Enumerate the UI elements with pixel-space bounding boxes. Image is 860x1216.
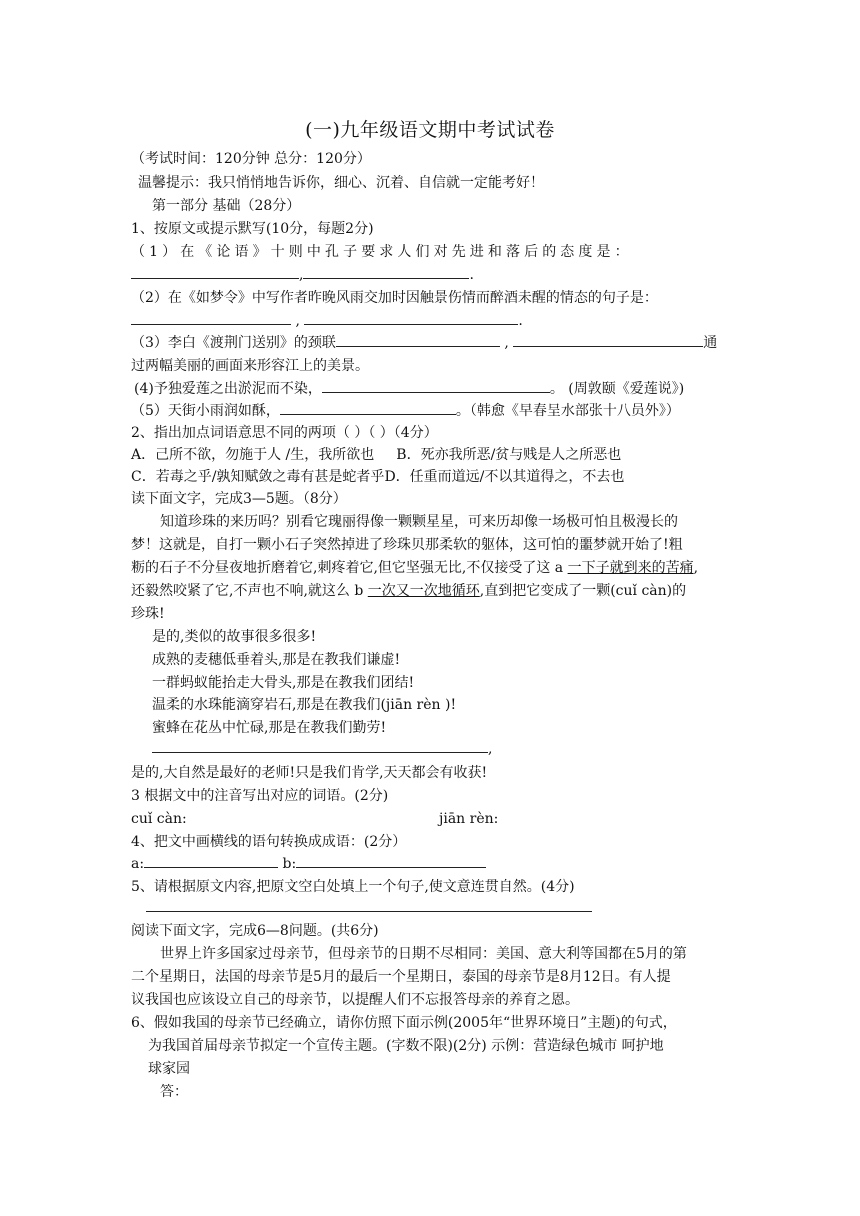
q2-options-cd xyxy=(131,466,731,488)
page-title: (一)九年级语文期中考试试卷 xyxy=(305,119,555,141)
answer-blank[interactable] xyxy=(304,310,518,325)
exam-info: （考试时间：120分钟 总分：120分） xyxy=(131,151,371,167)
q4-answers: a: b: xyxy=(131,853,731,875)
q1-item-3: （3）李白《渡荆门送别》的颈联 , 通 xyxy=(131,332,731,354)
answer-blank[interactable] xyxy=(322,378,550,393)
q3-heading: 3 根据文中的注音写出对应的词语。(2分) xyxy=(131,788,389,804)
q1-item-3-cont: 过两幅美丽的画面来形容江上的美景。 xyxy=(131,358,369,374)
q2-options-ab xyxy=(131,444,731,466)
q3-pinyin-b: jiān rèn: xyxy=(439,811,499,827)
part-one-heading: 第一部分 基础（28分） xyxy=(152,198,301,214)
tip-line: 温馨提示：我只悄悄地告诉你，细心、沉着、自信就一定能考好！ xyxy=(138,175,544,191)
underlined-phrase-b: 一次又一次地循环 xyxy=(367,583,480,599)
q2-option-b: B．死亦我所恶/贫与贱是人之所恶也 xyxy=(396,447,622,463)
answer-blank[interactable] xyxy=(336,332,500,347)
answer-blank[interactable] xyxy=(152,738,488,753)
passage2-line: 议我国也应该设立自己的母亲节，以提醒人们不忘报答母亲的养育之恩。 xyxy=(131,992,579,1008)
answer-blank[interactable] xyxy=(303,264,469,279)
q2-option-a: A．己所不欲，勿施于人 /生，我所欲也 xyxy=(131,447,375,463)
q5-heading: 5、请根据原文内容,把原文空白处填上一个句子,使文意连贯自然。(4分) xyxy=(131,879,575,895)
q4-heading: 4、把文中画横线的语句转换成成语：(2分） xyxy=(131,834,407,850)
passage2-line: 二个星期日，法国的母亲节是5月的最后一个星期日，泰国的母亲节是8月12日。有人提 xyxy=(131,969,671,985)
answer-blank[interactable] xyxy=(296,853,486,868)
q6-line: 为我国首届母亲节拟定一个宣传主题。(字数不限)(2分) 示例：营造绿色城市 呵护地 xyxy=(148,1038,664,1054)
q1-heading: 1、按原文或提示默写(10分，每题2分) xyxy=(131,221,374,237)
passage1-line: 是的,类似的故事很多很多! xyxy=(152,629,317,645)
underlined-phrase-a: 一下子就到来的苦痛 xyxy=(567,560,694,576)
q2-option-c: C．若毒之乎/孰知赋敛之毒有甚是蛇者乎 xyxy=(131,469,385,485)
q3-pinyin-a: cuǐ càn: xyxy=(131,811,187,827)
passage1-line: 成熟的麦穗低垂着头,那是在教我们谦虚! xyxy=(152,652,401,668)
passage2-line: 世界上许多国家过母亲节，但母亲节的日期不尽相同：美国、意大利等国都在5月的第 xyxy=(160,946,687,962)
q6-line: 6、假如我国的母亲节已经确立，请你仿照下面示例(2005年“世界环境日”主题)的句式， xyxy=(131,1015,677,1031)
answer-blank[interactable] xyxy=(146,897,592,912)
q2-option-d: D．任重而道远/不以其道得之，不去也 xyxy=(384,469,625,485)
answer-blank[interactable] xyxy=(513,332,703,347)
passage1-line: 是的,大自然是最好的老师!只是我们肯学,天天都会有收获! xyxy=(131,765,488,781)
answer-blank[interactable] xyxy=(131,310,291,325)
q5-answer-line xyxy=(146,897,746,919)
passage1-line: 一群蚂蚁能抬走大骨头,那是在教我们团结! xyxy=(152,675,415,691)
q6-answer-label: 答： xyxy=(160,1084,188,1100)
passage1-line: 珍珠! xyxy=(131,606,165,622)
passage1-line: 知道珍珠的来历吗？别看它瑰丽得像一颗颗星星，可来历却像一场极可怕且极漫长的 xyxy=(160,514,678,530)
passage1-line: 梦！这就是，自打一颗小石子突然掉进了珍珠贝那柔软的躯体，这可怕的噩梦就开始了!粗 xyxy=(131,537,683,553)
q1-item-5: （5）天街小雨润如酥， 。（韩愈《早春呈水部张十八员外》） xyxy=(131,400,731,422)
q2-heading: 2、指出加点词语意思不同的两项（ ）（ ）（4分） xyxy=(131,425,438,441)
passage1-line: 还毅然咬紧了它,不声也不响,就这么 b 一次又一次地循环,直到把它变成了一颗(cuǐ càn)的 xyxy=(131,583,687,599)
passage1-line: 温柔的水珠能滴穿岩石,那是在教我们(jiān rèn )! xyxy=(152,697,457,713)
passage1-fill-blank: , xyxy=(152,738,752,760)
q1-item-2-blanks: , . xyxy=(131,310,731,332)
answer-blank[interactable] xyxy=(280,400,456,415)
answer-blank[interactable] xyxy=(131,264,299,279)
passage2-intro: 阅读下面文字，完成6—8问题。(共6分) xyxy=(131,923,379,939)
passage1-line: 粝的石子不分昼夜地折磨着它,刺疼着它,但它坚强无比,不仅接受了这 a 一下子就到来的苦痛, xyxy=(131,560,699,576)
q1-item-2: （2）在《如梦令》中写作者昨晚风雨交加时因触景伤情而醉酒未醒的情态的句子是： xyxy=(131,290,658,306)
q1-item-4: (4)予独爱莲之出淤泥而不染， 。 (周敦颐《爱莲说》) xyxy=(134,378,734,400)
passage1-line: 蜜蜂在花丛中忙碌,那是在教我们勤劳! xyxy=(152,720,387,736)
q6-line: 球家园 xyxy=(148,1061,190,1077)
q1-item-1-blanks: , . xyxy=(131,264,731,286)
answer-blank[interactable] xyxy=(144,853,278,868)
q1-item-1: （1）在《论语》十则中孔子要求人们对先进和落后的态度是： xyxy=(131,244,633,260)
passage1-intro: 读下面文字，完成3—5题。（8分） xyxy=(131,491,347,507)
